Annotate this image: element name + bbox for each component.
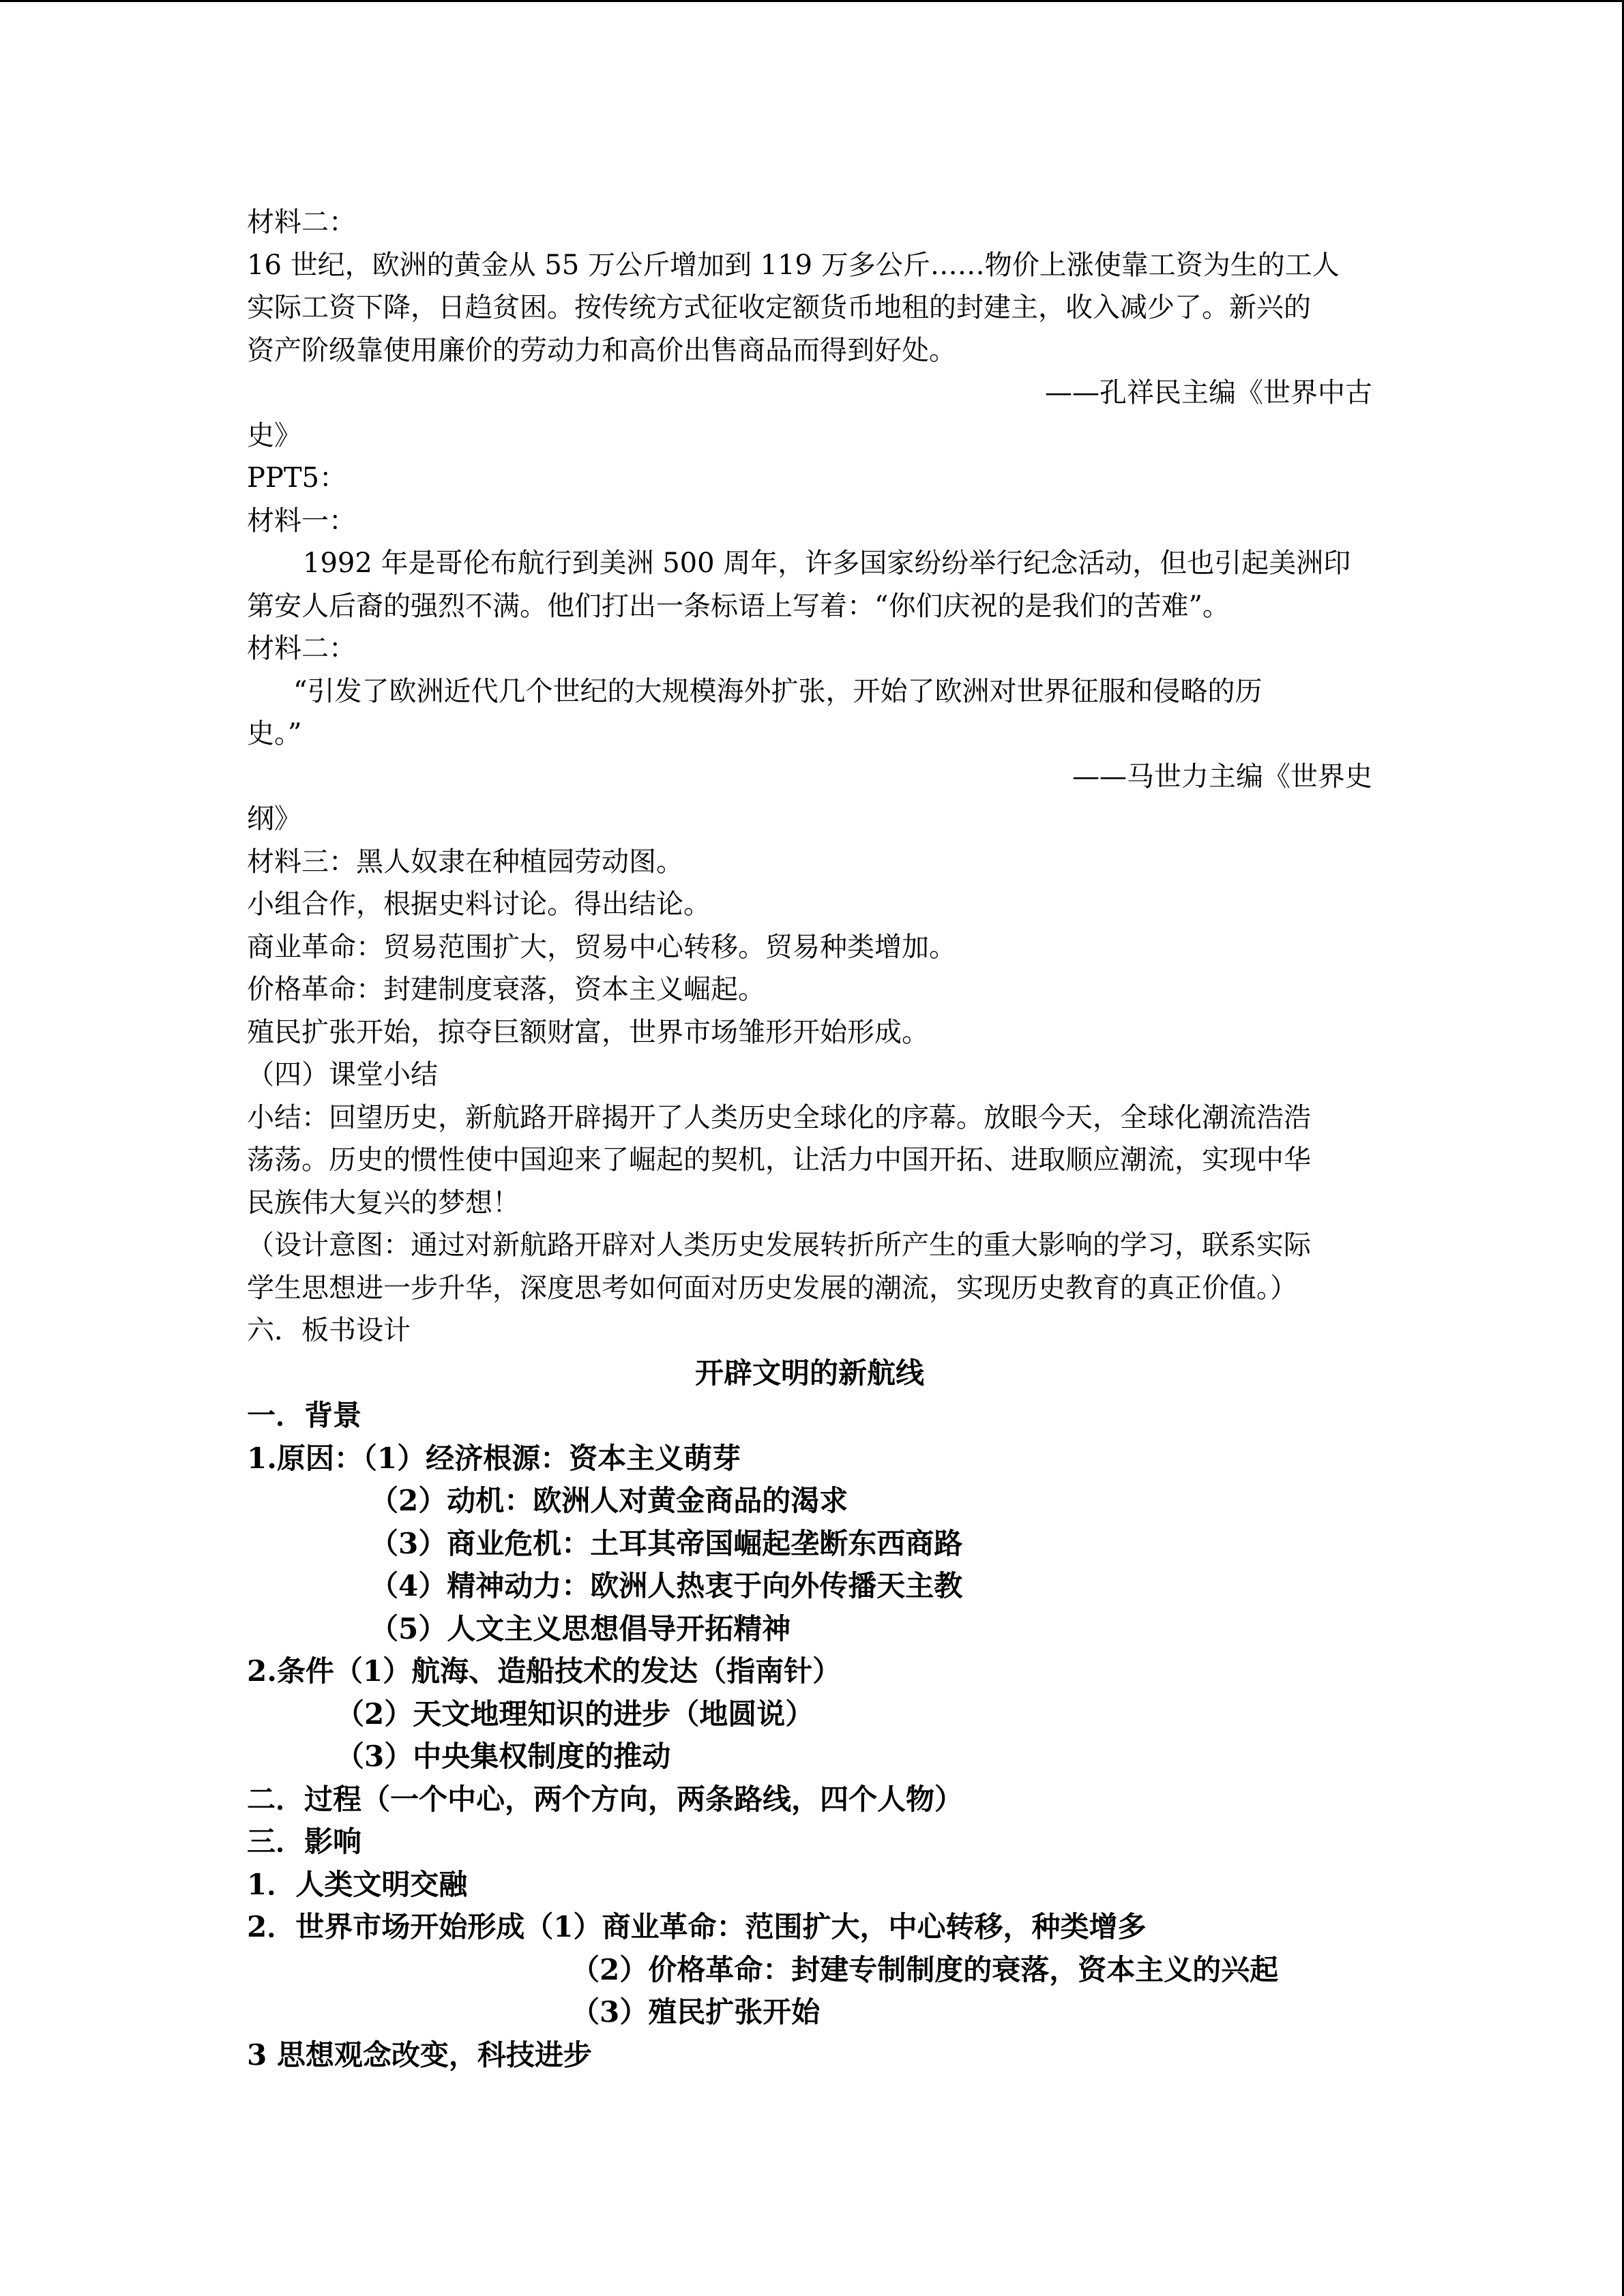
text-line: 殖民扩张开始，掠夺巨额财富，世界市场雏形开始形成。 <box>247 1016 929 1048</box>
text-line: PPT5： <box>247 462 346 494</box>
text-line: 小结：回望历史，新航路开辟揭开了人类历史全球化的序幕。放眼今天，全球化潮流浩浩 <box>247 1101 1311 1133</box>
board-line: 1．人类文明交融 <box>247 1867 468 1901</box>
text-line: 实际工资下降，日趋贫困。按传统方式征收定额货币地租的封建主，收入减少了。新兴的 <box>247 292 1311 323</box>
text-line: （设计意图：通过对新航路开辟对人类历史发展转折所产生的重大影响的学习，联系实际 <box>247 1229 1311 1261</box>
text-line: 资产阶级靠使用廉价的劳动力和高价出售商品而得到好处。 <box>247 334 956 366</box>
text-line: “引发了欧洲近代几个世纪的大规模海外扩张，开始了欧洲对世界征服和侵略的历 <box>293 675 1263 707</box>
document-body <box>247 201 1372 2076</box>
citation-line: ——孔祥民主编《世界中古 <box>1045 377 1372 408</box>
text-line: 16 世纪，欧洲的黄金从 55 万公斤增加到 119 万多公斤……物价上涨使靠工资为生的工人 <box>247 249 1340 281</box>
board-heading: 三．影响 <box>247 1825 362 1858</box>
text-line: 材料三：黑人奴隶在种植园劳动图。 <box>247 846 683 878</box>
text-line: 价格革命：封建制度衰落，资本主义崛起。 <box>247 974 765 1005</box>
text-line: 史》 <box>247 419 301 451</box>
text-line: 第安人后裔的强烈不满。他们打出一条标语上写着：“你们庆祝的是我们的苦难”。 <box>247 590 1230 622</box>
board-heading: 一．背景 <box>247 1399 362 1432</box>
text-line: 小组合作，根据史料讨论。得出结论。 <box>247 889 711 920</box>
board-line: 1.原因：（1）经济根源：资本主义萌芽 <box>247 1441 741 1475</box>
board-line: （4）精神动力：欧洲人热衷于向外传播天主教 <box>370 1569 963 1602</box>
section-heading: 六．板书设计 <box>247 1315 411 1346</box>
text-line: 学生思想进一步升华，深度思考如何面对历史发展的潮流，实现历史教育的真正价值。） <box>247 1272 1297 1304</box>
board-line: （3）中央集权制度的推动 <box>336 1740 671 1773</box>
board-line: （2）动机：欧洲人对黄金商品的渴求 <box>370 1484 848 1517</box>
board-line: （5）人文主义思想倡导开拓精神 <box>370 1611 791 1645</box>
text-line: 1992 年是哥伦布航行到美洲 500 周年，许多国家纷纷举行纪念活动，但也引起美洲印 <box>303 548 1351 579</box>
board-line: 2.条件（1）航海、造船技术的发达（指南针） <box>247 1654 842 1688</box>
citation-line: ——马世力主编《世界史 <box>1072 760 1372 792</box>
board-line: 2．世界市场开始形成（1）商业革命：范围扩大，中心转移，种类增多 <box>247 1910 1147 1943</box>
board-line: （3）殖民扩张开始 <box>571 1995 821 2029</box>
board-line: 3 思想观念改变，科技进步 <box>247 2038 592 2072</box>
text-line: 材料二： <box>247 207 356 238</box>
board-line: （3）商业危机：土耳其帝国崛起垄断东西商路 <box>370 1526 963 1560</box>
board-title: 开辟文明的新航线 <box>694 1356 924 1390</box>
section-heading: （四）课堂小结 <box>247 1059 438 1090</box>
text-line: 纲》 <box>247 803 301 835</box>
text-line: 材料一： <box>247 505 356 537</box>
text-line: 商业革命：贸易范围扩大，贸易中心转移。贸易种类增加。 <box>247 931 956 963</box>
text-line: 民族伟大复兴的梦想！ <box>247 1187 520 1219</box>
text-line: 史。” <box>247 718 302 749</box>
board-line: （2）天文地理知识的进步（地圆说） <box>336 1697 814 1731</box>
text-line: 材料二： <box>247 633 356 664</box>
board-heading: 二．过程（一个中心，两个方向，两条路线，四个人物） <box>247 1782 964 1816</box>
text-line: 荡荡。历史的惯性使中国迎来了崛起的契机，让活力中国开拓、进取顺应潮流，实现中华 <box>247 1144 1311 1176</box>
board-line: （2）价格革命：封建专制制度的衰落，资本主义的兴起 <box>571 1952 1279 1986</box>
